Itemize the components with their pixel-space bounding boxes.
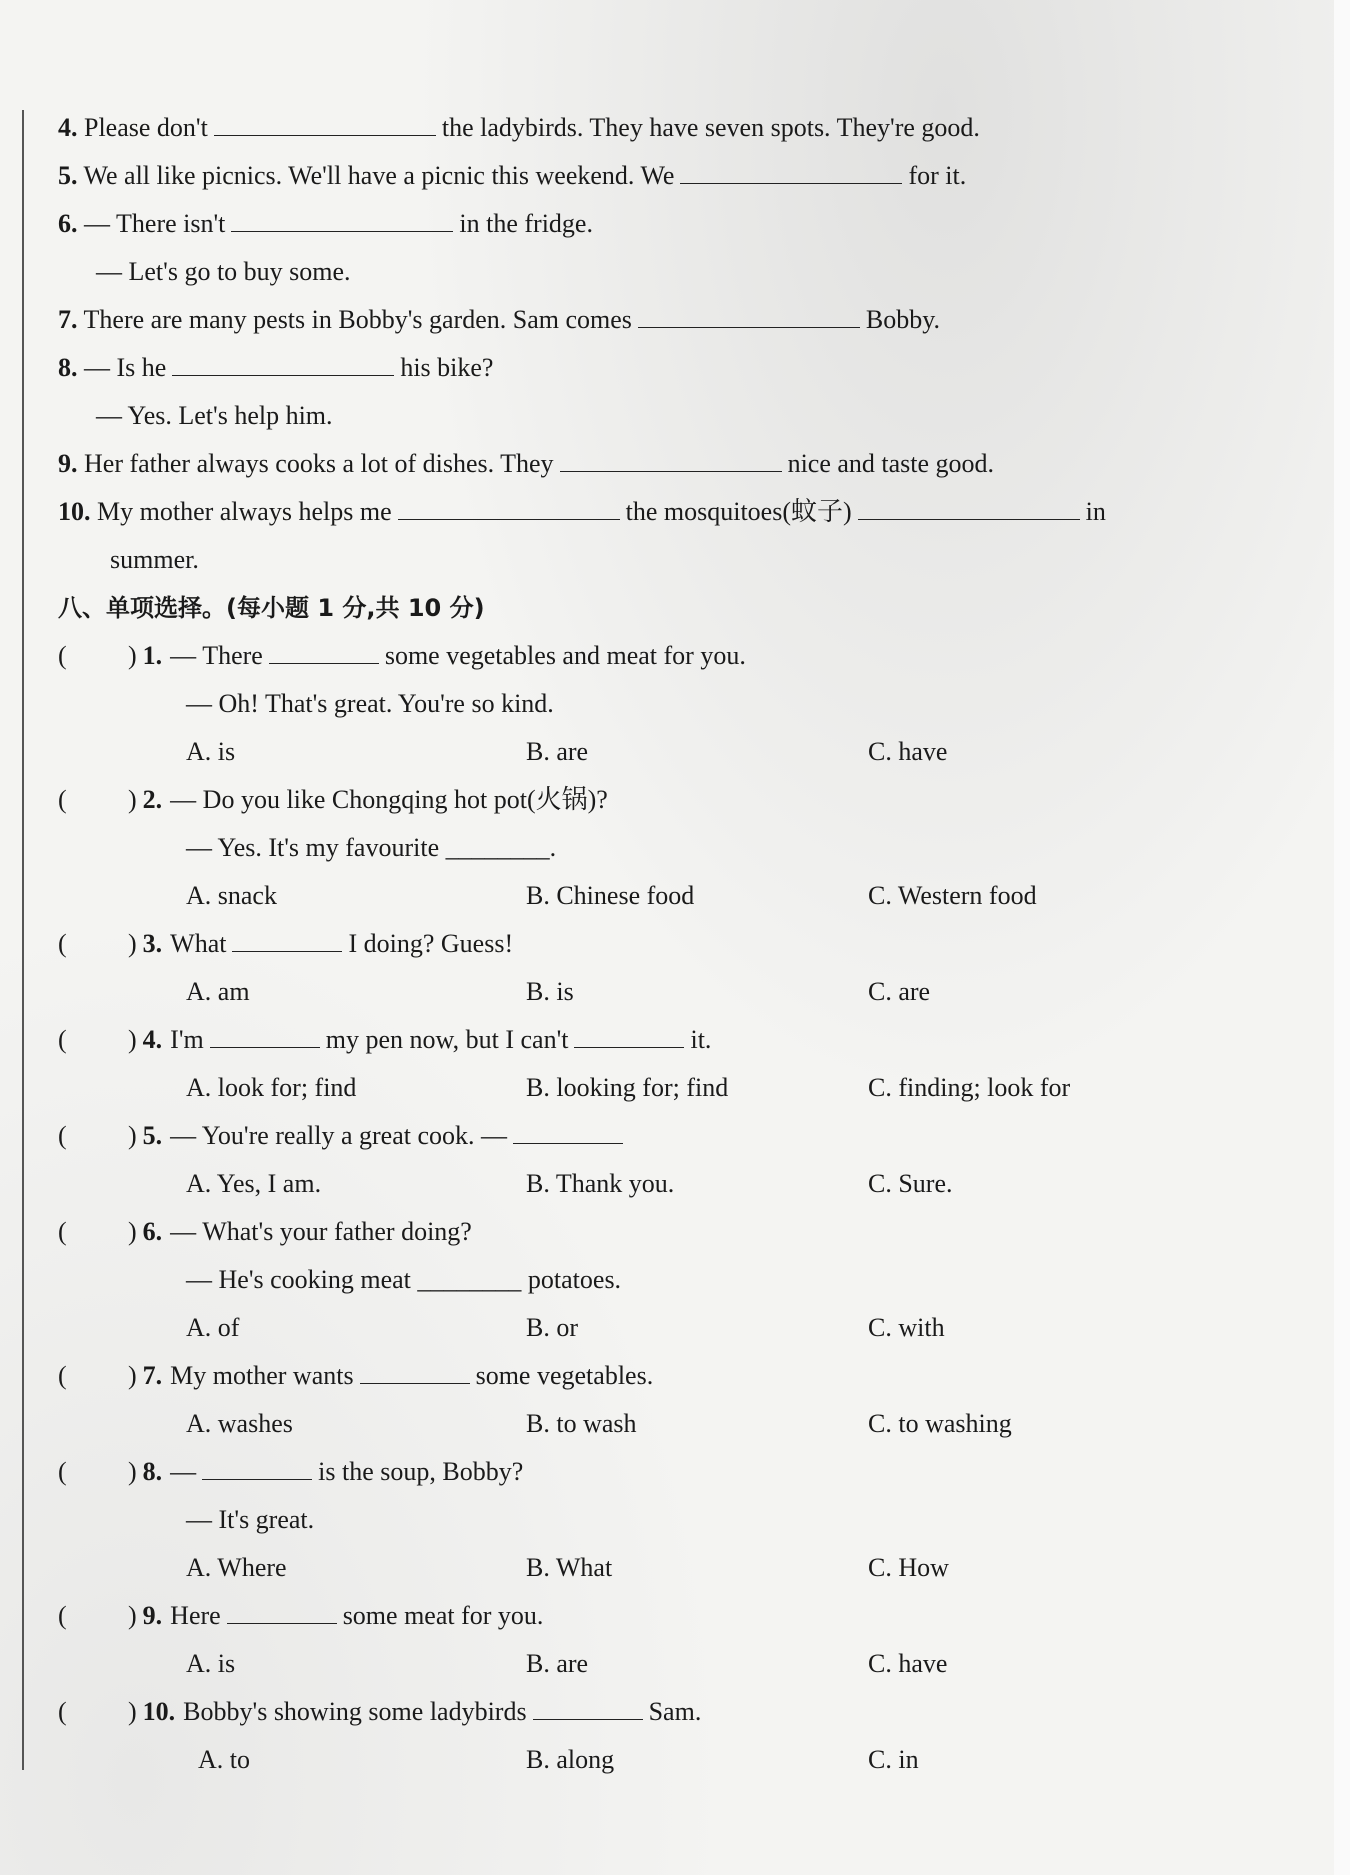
question-text: I doing? Guess! — [348, 929, 514, 958]
answer-blank[interactable] — [269, 641, 379, 664]
mc-question-7 — [58, 1360, 653, 1392]
option-a[interactable]: A. look for; find — [186, 1073, 357, 1102]
fill-item-7: 7. There are many pests in Bobby's garden. Sam comes Bobby. — [58, 305, 941, 334]
answer-paren-open: ( — [58, 641, 67, 670]
fill-item-8: 8. — Is he his bike? — [58, 353, 494, 382]
option-c[interactable]: C. finding; look for — [868, 1073, 1071, 1102]
question-number: 6. — [142, 1217, 163, 1246]
margin-line — [22, 110, 24, 1770]
mc-question-6 — [58, 1216, 472, 1248]
question-text: — — [170, 1457, 197, 1486]
answer-paren-close: ) — [128, 1361, 137, 1390]
question-text: some meat for you. — [342, 1601, 544, 1630]
mc-question-8-line2: — It's great. — [186, 1505, 315, 1534]
mc-question-1-line2: — Oh! That's great. You're so kind. — [186, 689, 554, 718]
question-text: Here — [170, 1601, 221, 1630]
answer-blank[interactable] — [210, 1025, 320, 1048]
question-number: 10. — [142, 1697, 176, 1726]
answer-blank[interactable] — [533, 1697, 643, 1720]
answer-blank[interactable] — [172, 353, 394, 376]
question-number: 3. — [142, 929, 163, 958]
option-c[interactable]: C. have — [868, 737, 948, 766]
question-text: it. — [690, 1025, 712, 1054]
option-a[interactable]: A. washes — [186, 1409, 293, 1438]
option-a[interactable]: A. is — [186, 737, 236, 766]
mc-question-8 — [58, 1456, 523, 1488]
question-number: 2. — [142, 785, 163, 814]
question-number: 4. — [142, 1025, 163, 1054]
answer-blank[interactable] — [214, 113, 436, 136]
answer-blank[interactable] — [513, 1121, 623, 1144]
option-a[interactable]: A. Where — [186, 1553, 287, 1582]
option-c[interactable]: C. are — [868, 977, 931, 1006]
option-b[interactable]: B. Chinese food — [526, 881, 695, 910]
question-text: is the soup, Bobby? — [318, 1457, 524, 1486]
fill-item-5: 5. We all like picnics. We'll have a picnic this weekend. We for it. — [58, 161, 967, 190]
answer-paren-open: ( — [58, 1361, 67, 1390]
fill-item-6-reply: — Let's go to buy some. — [96, 257, 351, 286]
answer-blank[interactable] — [227, 1601, 337, 1624]
option-c[interactable]: C. How — [868, 1553, 949, 1582]
mc-question-2 — [58, 784, 608, 816]
answer-paren-open: ( — [58, 1697, 67, 1726]
option-b[interactable]: B. looking for; find — [526, 1073, 729, 1102]
answer-paren-close: ) — [128, 785, 137, 814]
mc-question-6-line2: — He's cooking meat ________ potatoes. — [186, 1265, 622, 1294]
answer-blank[interactable] — [560, 449, 782, 472]
mc-question-5 — [58, 1120, 629, 1152]
fill-item-8-reply: — Yes. Let's help him. — [96, 401, 333, 430]
question-text: — Do you like Chongqing hot pot(火锅)? — [170, 785, 608, 814]
answer-paren-open: ( — [58, 785, 67, 814]
question-text: some vegetables. — [475, 1361, 654, 1390]
section-heading: 八、单项选择。(每小题 1 分,共 10 分) — [58, 594, 485, 622]
answer-paren-close: ) — [128, 641, 137, 670]
mc-question-4 — [58, 1024, 711, 1056]
option-a[interactable]: A. to — [198, 1745, 250, 1774]
fill-item-6: 6. — There isn't in the fridge. — [58, 209, 593, 238]
answer-paren-open: ( — [58, 929, 67, 958]
mc-question-1 — [58, 640, 746, 672]
answer-paren-open: ( — [58, 1121, 67, 1150]
answer-paren-close: ) — [128, 1217, 137, 1246]
question-number: 1. — [142, 641, 163, 670]
fill-item-4: 4. Please don't the ladybirds. They have seven spots. They're good. — [58, 113, 980, 142]
mc-question-3 — [58, 928, 513, 960]
answer-blank[interactable] — [638, 305, 860, 328]
question-text: My mother wants — [170, 1361, 354, 1390]
question-text: Sam. — [648, 1697, 702, 1726]
answer-blank[interactable] — [231, 209, 453, 232]
option-a[interactable]: A. am — [186, 977, 250, 1006]
answer-paren-close: ) — [128, 929, 137, 958]
option-a[interactable]: A. Yes, I am. — [186, 1169, 322, 1198]
question-number: 8. — [142, 1457, 163, 1486]
mc-question-2-line2: — Yes. It's my favourite ________. — [186, 833, 557, 862]
option-c[interactable]: C. have — [868, 1649, 948, 1678]
question-text: — There — [170, 641, 263, 670]
question-text: my pen now, but I can't — [325, 1025, 569, 1054]
option-b[interactable]: B. is — [526, 977, 574, 1006]
option-c[interactable]: C. Sure. — [868, 1169, 953, 1198]
answer-blank[interactable] — [574, 1025, 684, 1048]
question-text: What — [170, 929, 227, 958]
mc-question-9 — [58, 1600, 543, 1632]
question-text: some vegetables and meat for you. — [384, 641, 746, 670]
answer-paren-open: ( — [58, 1217, 67, 1246]
question-text: I'm — [170, 1025, 204, 1054]
option-b[interactable]: B. are — [526, 737, 589, 766]
option-b[interactable]: B. are — [526, 1649, 589, 1678]
answer-paren-close: ) — [128, 1697, 137, 1726]
fill-item-10-cont: summer. — [110, 545, 199, 574]
option-c[interactable]: C. with — [868, 1313, 945, 1342]
answer-paren-open: ( — [58, 1025, 67, 1054]
answer-paren-open: ( — [58, 1601, 67, 1630]
option-a[interactable]: A. is — [186, 1649, 236, 1678]
answer-blank[interactable] — [398, 497, 620, 520]
option-b[interactable]: B. along — [526, 1745, 615, 1774]
answer-paren-close: ) — [128, 1457, 137, 1486]
fill-item-10: 10. My mother always helps me the mosquitoes(蚊子) in — [58, 497, 1106, 526]
answer-paren-open: ( — [58, 1457, 67, 1486]
option-b[interactable]: B. Thank you. — [526, 1169, 675, 1198]
question-number: 7. — [142, 1361, 163, 1390]
answer-blank[interactable] — [360, 1361, 470, 1384]
answer-paren-close: ) — [128, 1121, 137, 1150]
answer-paren-close: ) — [128, 1025, 137, 1054]
option-b[interactable]: B. to wash — [526, 1409, 637, 1438]
question-text: — You're really a great cook. — — [170, 1121, 507, 1150]
answer-paren-close: ) — [128, 1601, 137, 1630]
fill-item-9: 9. Her father always cooks a lot of dishes. They nice and taste good. — [58, 449, 995, 478]
option-c[interactable]: C. in — [868, 1745, 919, 1774]
answer-blank[interactable] — [232, 929, 342, 952]
answer-blank[interactable] — [202, 1457, 312, 1480]
option-a[interactable]: A. of — [186, 1313, 240, 1342]
answer-blank[interactable] — [680, 161, 902, 184]
option-c[interactable]: C. to washing — [868, 1409, 1012, 1438]
mc-question-10 — [58, 1696, 701, 1728]
option-a[interactable]: A. snack — [186, 881, 277, 910]
answer-blank[interactable] — [858, 497, 1080, 520]
option-c[interactable]: C. Western food — [868, 881, 1037, 910]
question-text: — What's your father doing? — [170, 1217, 472, 1246]
option-b[interactable]: B. or — [526, 1313, 578, 1342]
question-text: Bobby's showing some ladybirds — [183, 1697, 527, 1726]
question-number: 5. — [142, 1121, 163, 1150]
question-number: 9. — [142, 1601, 163, 1630]
option-b[interactable]: B. What — [526, 1553, 613, 1582]
